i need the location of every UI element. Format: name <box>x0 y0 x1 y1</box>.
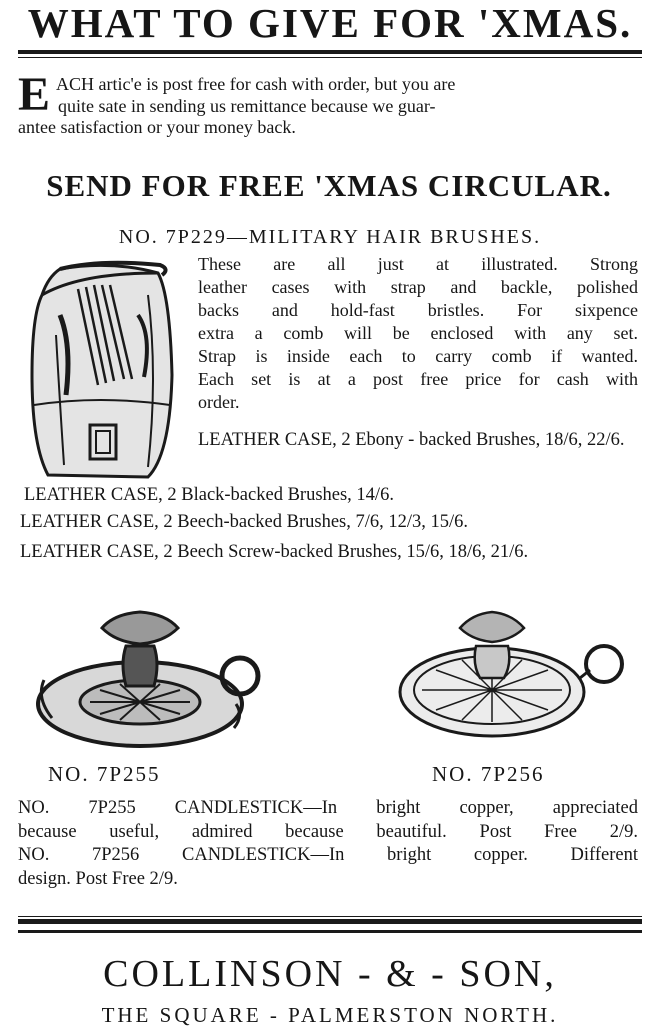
brush-option-beech-screw: LEATHER CASE, 2 Beech Screw-backed Brushes, 15/6, 18/6, 21/6. <box>20 542 529 562</box>
title-rule-thick <box>18 50 642 54</box>
candlestick-caption-7p255: NO. 7P255 <box>48 762 161 786</box>
brushes-title: NO. 7P229—MILITARY HAIR BRUSHES. <box>118 226 542 248</box>
candle-desc-line: NO. 7P255 CANDLESTICK—In bright copper, appreciated <box>18 798 638 818</box>
intro-line: antee satisfaction or your money back. <box>18 117 296 137</box>
brushes-desc-line: Strap is inside each to carry comb if wanted. <box>198 346 638 366</box>
footer-rule-double <box>18 930 642 933</box>
candle-desc-line: because useful, admired because beautiful. Post Free 2/9. <box>18 821 638 842</box>
store-address: THE SQUARE - PALMERSTON NORTH. <box>101 1003 559 1027</box>
brushes-desc-line: These are all just at illustrated. Strong <box>198 254 638 274</box>
hair-brush-case-illustration <box>20 255 190 485</box>
title-rule-thin <box>18 57 642 58</box>
brushes-description <box>198 253 638 414</box>
brush-option-ebony: LEATHER CASE, 2 Ebony - backed Brushes, 18/6, 22/6. <box>198 430 625 450</box>
brushes-desc-line: extra a comb will be enclosed with any set. <box>198 323 638 343</box>
store-name: COLLINSON - & - SON, <box>103 953 557 995</box>
intro-line: quite sate in sending us remittance because we guar- <box>58 95 436 116</box>
brushes-desc-line: Each set is at a post free price for cash with <box>198 369 638 389</box>
brush-option-beech: LEATHER CASE, 2 Beech-backed Brushes, 7/6, 12/3, 15/6. <box>20 512 469 532</box>
page-title: WHAT TO GIVE FOR 'XMAS. <box>27 0 633 46</box>
footer-rule-thick <box>18 919 642 924</box>
brushes-desc-line: leather cases with strap and backle, polished <box>198 277 638 297</box>
candlestick-7p255-illustration <box>30 606 270 756</box>
brushes-desc-line: backs and hold-fast bristles. For sixpence <box>198 300 638 320</box>
intro-paragraph <box>18 68 636 139</box>
candle-desc-line: design. Post Free 2/9. <box>18 868 178 889</box>
candlesticks-description <box>18 797 638 891</box>
drop-cap: E <box>18 68 51 121</box>
candlestick-7p256-illustration <box>392 606 632 746</box>
brush-option-black: LEATHER CASE, 2 Black-backed Brushes, 14/6. <box>24 485 394 505</box>
intro-line: ACH artic'e is post free for cash with order, but you are <box>56 74 456 94</box>
candlestick-caption-7p256: NO. 7P256 <box>432 762 545 786</box>
circular-heading: SEND FOR FREE 'XMAS CIRCULAR. <box>46 168 612 203</box>
candle-desc-line: NO. 7P256 CANDLESTICK—In bright copper. Different <box>18 845 638 865</box>
footer-rule-thin <box>18 916 642 917</box>
brushes-desc-line: order. <box>198 392 240 412</box>
